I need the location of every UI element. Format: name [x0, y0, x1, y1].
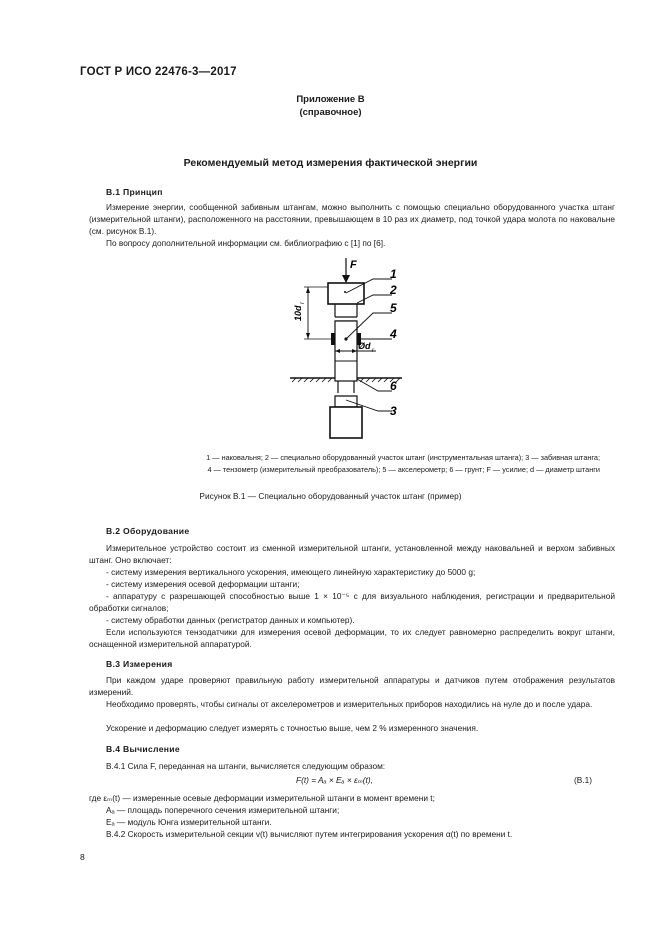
leader-6 — [357, 379, 392, 391]
section-b4-paragraph-1: В.4.1 Сила F, переданная на штанги, вычисляется следующим образом: — [106, 761, 386, 771]
formula-where-2: Aₐ — площадь поперечного сечения измерительной штанги; — [106, 805, 340, 815]
document-header: ГОСТ Р ИСО 22476-3—2017 — [80, 66, 237, 78]
dimension-arrow-top — [306, 287, 310, 293]
section-b2-heading: В.2 Оборудование — [106, 526, 190, 536]
section-b1-heading: В.1 Принцип — [106, 187, 163, 197]
figure-legend-line-2: 4 — тензометр (измерительный преобразователь); 5 — акселерометр; 6 — грунт; F — усилие; d — диаметр штанги — [207, 465, 600, 474]
formula-b1: F(t) = Aₐ × Eₐ × εₘ(t), — [296, 775, 373, 785]
section-b3-paragraph-2: Необходимо проверять, чтобы сигналы от акселерометров и измерительных приборов находились на нуле до и после удара. — [106, 699, 593, 709]
callout-4: 4 — [390, 327, 397, 341]
dimension-arrow-bottom — [306, 333, 310, 339]
appendix-label: Приложение В — [296, 94, 365, 105]
rod-joint-top — [335, 304, 357, 321]
callout-2: 2 — [390, 283, 397, 297]
force-label: F — [350, 259, 357, 271]
callout-3: 3 — [390, 404, 397, 418]
anvil-center-mark — [344, 291, 346, 293]
callout-6: 6 — [390, 379, 397, 393]
diameter-label: Ød — [358, 341, 371, 351]
section-b3-heading: В.3 Измерения — [106, 659, 173, 669]
callout-5: 5 — [390, 301, 397, 315]
section-b2-item-1: - систему измерения вертикального ускорения, имеющего линейную характеристику до 5000 g; — [106, 567, 476, 577]
figure-legend-line-1: 1 — наковальня; 2 — специально оборудованный участок штанг (инструментальная штанга); 3 — забивная штанга; — [206, 453, 600, 462]
dimension-label-sub: r — [300, 302, 306, 304]
section-b2-outro: Если используются тензодатчики для измерения осевой деформации, то их следует равномерно распределить вокруг штанги, оснащенной измерительной аппаратурой. — [89, 627, 615, 649]
driving-rod — [330, 407, 362, 438]
section-b3-paragraph-3: Ускорение и деформацию следует измерять с точностью выше, чем 2 % измеренного значения. — [106, 723, 479, 733]
page-number: 8 — [80, 852, 85, 862]
strain-gauge-left — [331, 333, 335, 345]
diameter-label-sub: r — [372, 348, 374, 354]
formula-where-1: где εₘ(t) — измеренные осевые деформации измерительной штанги в момент времени t; — [89, 793, 435, 803]
rod-joint-bottom — [335, 396, 357, 407]
callout-1: 1 — [390, 267, 397, 281]
section-b2-item-3: - аппаратуру с разрешающей способностью выше 1 × 10⁻⁵ с для визуального наблюдения, регистрации и предварительной обработки сигналов; — [89, 591, 615, 613]
section-b1-paragraph-1: Измерение энергии, сообщенной забивным штангам, можно выполнить с помощью специально оборудованного участка штанг (измерительной штанги), расположенного на расстоянии, превышающем в 10 раз их диаметр, под точкой удара молота по наковальне (см. рисунок В.1). — [89, 202, 615, 236]
section-b2-item-2: - систему измерения осевой деформации штанги; — [106, 579, 300, 589]
figure-b1-diagram — [280, 255, 410, 440]
section-b2-intro: Измерительное устройство состоит из сменной измерительной штанги, установленной между наковальней и верхом забивных штанг. Оно включает: — [89, 543, 615, 565]
figure-caption: Рисунок В.1 — Специально оборудованный участок штанг (пример) — [199, 491, 462, 501]
section-b3-paragraph-1: При каждом ударе проверяют правильную работу измерительной аппаратуры и датчиков путем отображения результатов измерений. — [89, 675, 615, 697]
section-b1-paragraph-2: По вопросу дополнительной информации см. библиографию с [1] по [6]. — [106, 238, 386, 248]
section-b2-item-4: - систему обработки данных (регистратор данных и компьютер). — [106, 615, 355, 625]
section-b4-paragraph-2: В.4.2 Скорость измерительной секции v(t) вычисляют путем интегрирования ускорения α(t) по времени t. — [106, 829, 513, 839]
rod-below-ground — [338, 381, 354, 393]
appendix-type: (справочное) — [299, 107, 362, 118]
appendix-title: Рекомендуемый метод измерения фактической энергии — [183, 157, 478, 169]
force-arrowhead — [342, 275, 350, 283]
section-b4-heading: В.4 Вычисление — [106, 744, 180, 754]
formula-where-3: Eₐ — модуль Юнга измерительной штанги. — [106, 817, 272, 827]
dimension-label: 10d — [293, 305, 303, 321]
formula-number: (В.1) — [574, 775, 592, 785]
